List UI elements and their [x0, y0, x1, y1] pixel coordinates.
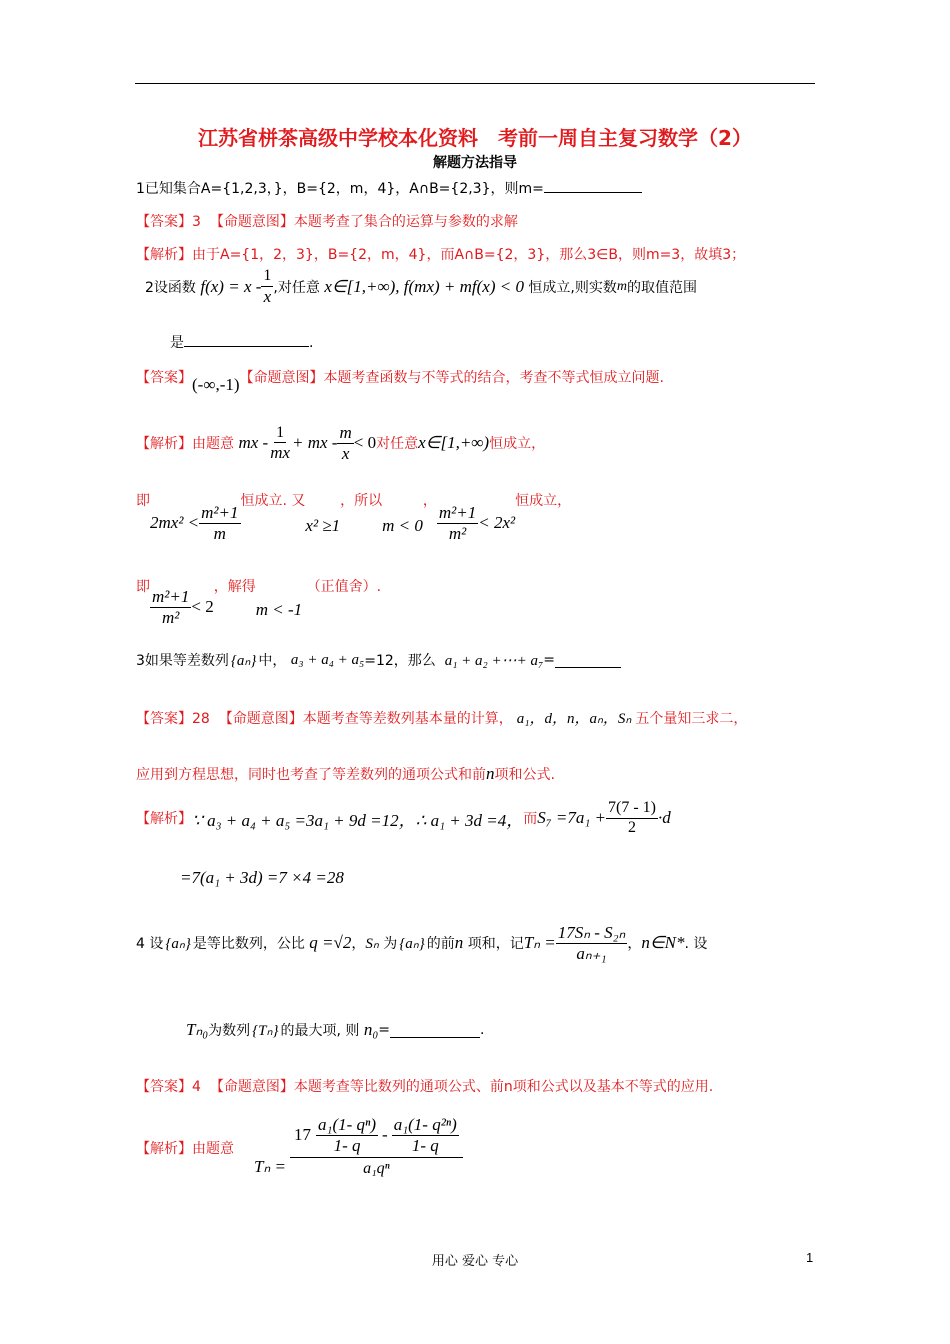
q4-big-expression: Tₙ = 17 $\frac{\text{a₁(1- qⁿ)}}{1- q}$ - $\frac{\text{a₁(1- q²ⁿ)}}{1- q}$ a₁qⁿ	[254, 1116, 463, 1178]
q2-line2: 是 .	[170, 332, 313, 352]
q1-answer-line: 【答案】3 【命题意图】本题考查了集合的运算与参数的求解	[136, 214, 518, 230]
q4-analysis: 【解析】 由题意	[136, 1141, 234, 1157]
page-number: 1	[806, 1250, 814, 1265]
q4-question: 4 设 {aₙ} 是等比数列，公比 q =√2 ， Sₙ 为 {aₙ} 的前 n 项和，记 Tₙ = $\frac{\text{17Sₙ - S₂ₙ}}{\text{aₙ₊₁}}$ ， n∈N* . 设	[136, 923, 708, 963]
page-title: 江苏省栟茶高级中学校本化资料 考前一周自主复习数学（2）	[198, 126, 752, 150]
q4-fraction: $\frac{\text{17Sₙ - S₂ₙ}}{\text{aₙ₊₁}}$	[557, 923, 626, 963]
q4-sub-frac-1: $\frac{\text{a₁(1- qⁿ)}}{1- q}$	[318, 1115, 377, 1155]
q3-analysis-1: 【解析】 ∵ a₃ + a₄ + a₅ =3a₁ + 9d =12，∴ a₁ + 3d =4， 而 S₇ =7a₁ + $\frac{7(7 - 1)}{2}$ ·d	[136, 799, 671, 836]
q3-answer-blank	[555, 653, 621, 668]
q2-frac-3: $\frac{\text{m²+1}}{m}$	[201, 503, 239, 543]
q2-frac-2: $\frac{m}{x}$	[339, 423, 352, 463]
q2-analysis-2: 即 2mx² < $\frac{\text{m²+1}}{m}$ 恒成立. 又 x² ≥1 ，所以 m < 0 ， $\frac{\text{m²+1}}{\text{m²}}$ < 2x² 恒成立，	[136, 493, 572, 543]
q2-fraction: $\frac{1}{x}$	[263, 267, 272, 306]
q1-analysis: 【解析】由于A={1，2，3}，B={2，m，4}，而A∩B={2，3}，那么3∈B，则m=3，故填3；	[136, 247, 746, 263]
footer-text: 用心 爱心 专心	[431, 1254, 519, 1269]
page-subtitle: 解题方法指导	[433, 155, 517, 171]
q2-frac-5: $\frac{\text{m²+1}}{\text{m²}}$	[152, 587, 190, 627]
q4-line2: Tₙ₀ 为数列 {Tₙ} 的最大项, 则 n₀ = .	[186, 1020, 485, 1039]
q4-sub-frac-2: $\frac{\text{a₁(1- q²ⁿ)}}{1- q}$	[393, 1115, 457, 1155]
q2-analysis-1: 【解析】 由题意 mx - $\frac{1}{mx}$ + mx - $\frac{m}{x}$ < 0 对任意 x∈[1,+∞) 恒成立，	[136, 423, 546, 463]
q2-frac-1: $\frac{1}{mx}$	[270, 423, 291, 463]
q3-question: 3如果等差数列 {aₙ} 中， a₃ + a₄ + a₅ =12，那么 a₁ + a₂ +⋯+ a₇ =	[136, 650, 621, 670]
q4-answer-line: 【答案】4 【命题意图】本题考查等比数列的通项公式、前n项和公式以及基本不等式的应用.	[136, 1079, 714, 1095]
q2-answer-line: 【答案】 (-∞,-1) 【命题意图】 本题考查函数与不等式的结合，考查不等式恒成立问题.	[136, 370, 664, 394]
q1-question: 1已知集合A={1,2,3，}，B={2，m，4}，A∩B={2,3}，则m=	[136, 178, 642, 198]
q3-fraction: $\frac{7(7 - 1)}{2}$	[608, 799, 656, 836]
q2-analysis-3: 即 $\frac{\text{m²+1}}{\text{m²}}$ < 2 ，解得 m < -1 （正值舍）.	[136, 579, 382, 627]
q2-answer-blank	[184, 332, 309, 347]
q3-analysis-2: =7(a₁ + 3d) =7 ×4 =28	[180, 868, 344, 887]
q2-frac-4: $\frac{\text{m²+1}}{\text{m²}}$	[438, 503, 477, 543]
q4-answer-blank	[390, 1023, 480, 1038]
header-rule	[135, 83, 815, 84]
q4-big-fraction: 17 $\frac{\text{a₁(1- qⁿ)}}{1- q}$ - $\frac{\text{a₁(1- q²ⁿ)}}{1- q}$ a₁qⁿ	[290, 1116, 463, 1178]
q4-big-numerator: 17 $\frac{\text{a₁(1- qⁿ)}}{1- q}$ - $\frac{\text{a₁(1- q²ⁿ)}}{1- q}$	[290, 1116, 463, 1158]
q2-question: 2设函数 f(x) = x - $\frac{1}{x}$ ,对任意 x∈[1,+∞), f(mx) + mf(x) < 0 恒成立,则实数 m 的取值范围	[145, 267, 697, 306]
q3-answer-line2: 应用到方程思想，同时也考查了等差数列的通项公式和前n项和公式.	[136, 764, 555, 783]
q1-answer-blank	[544, 178, 642, 193]
q3-answer-line: 【答案】28 【命题意图】 本题考查等差数列基本量的计算， a₁，d，n，aₙ，Sₙ 五个量知三求二，	[136, 710, 748, 727]
